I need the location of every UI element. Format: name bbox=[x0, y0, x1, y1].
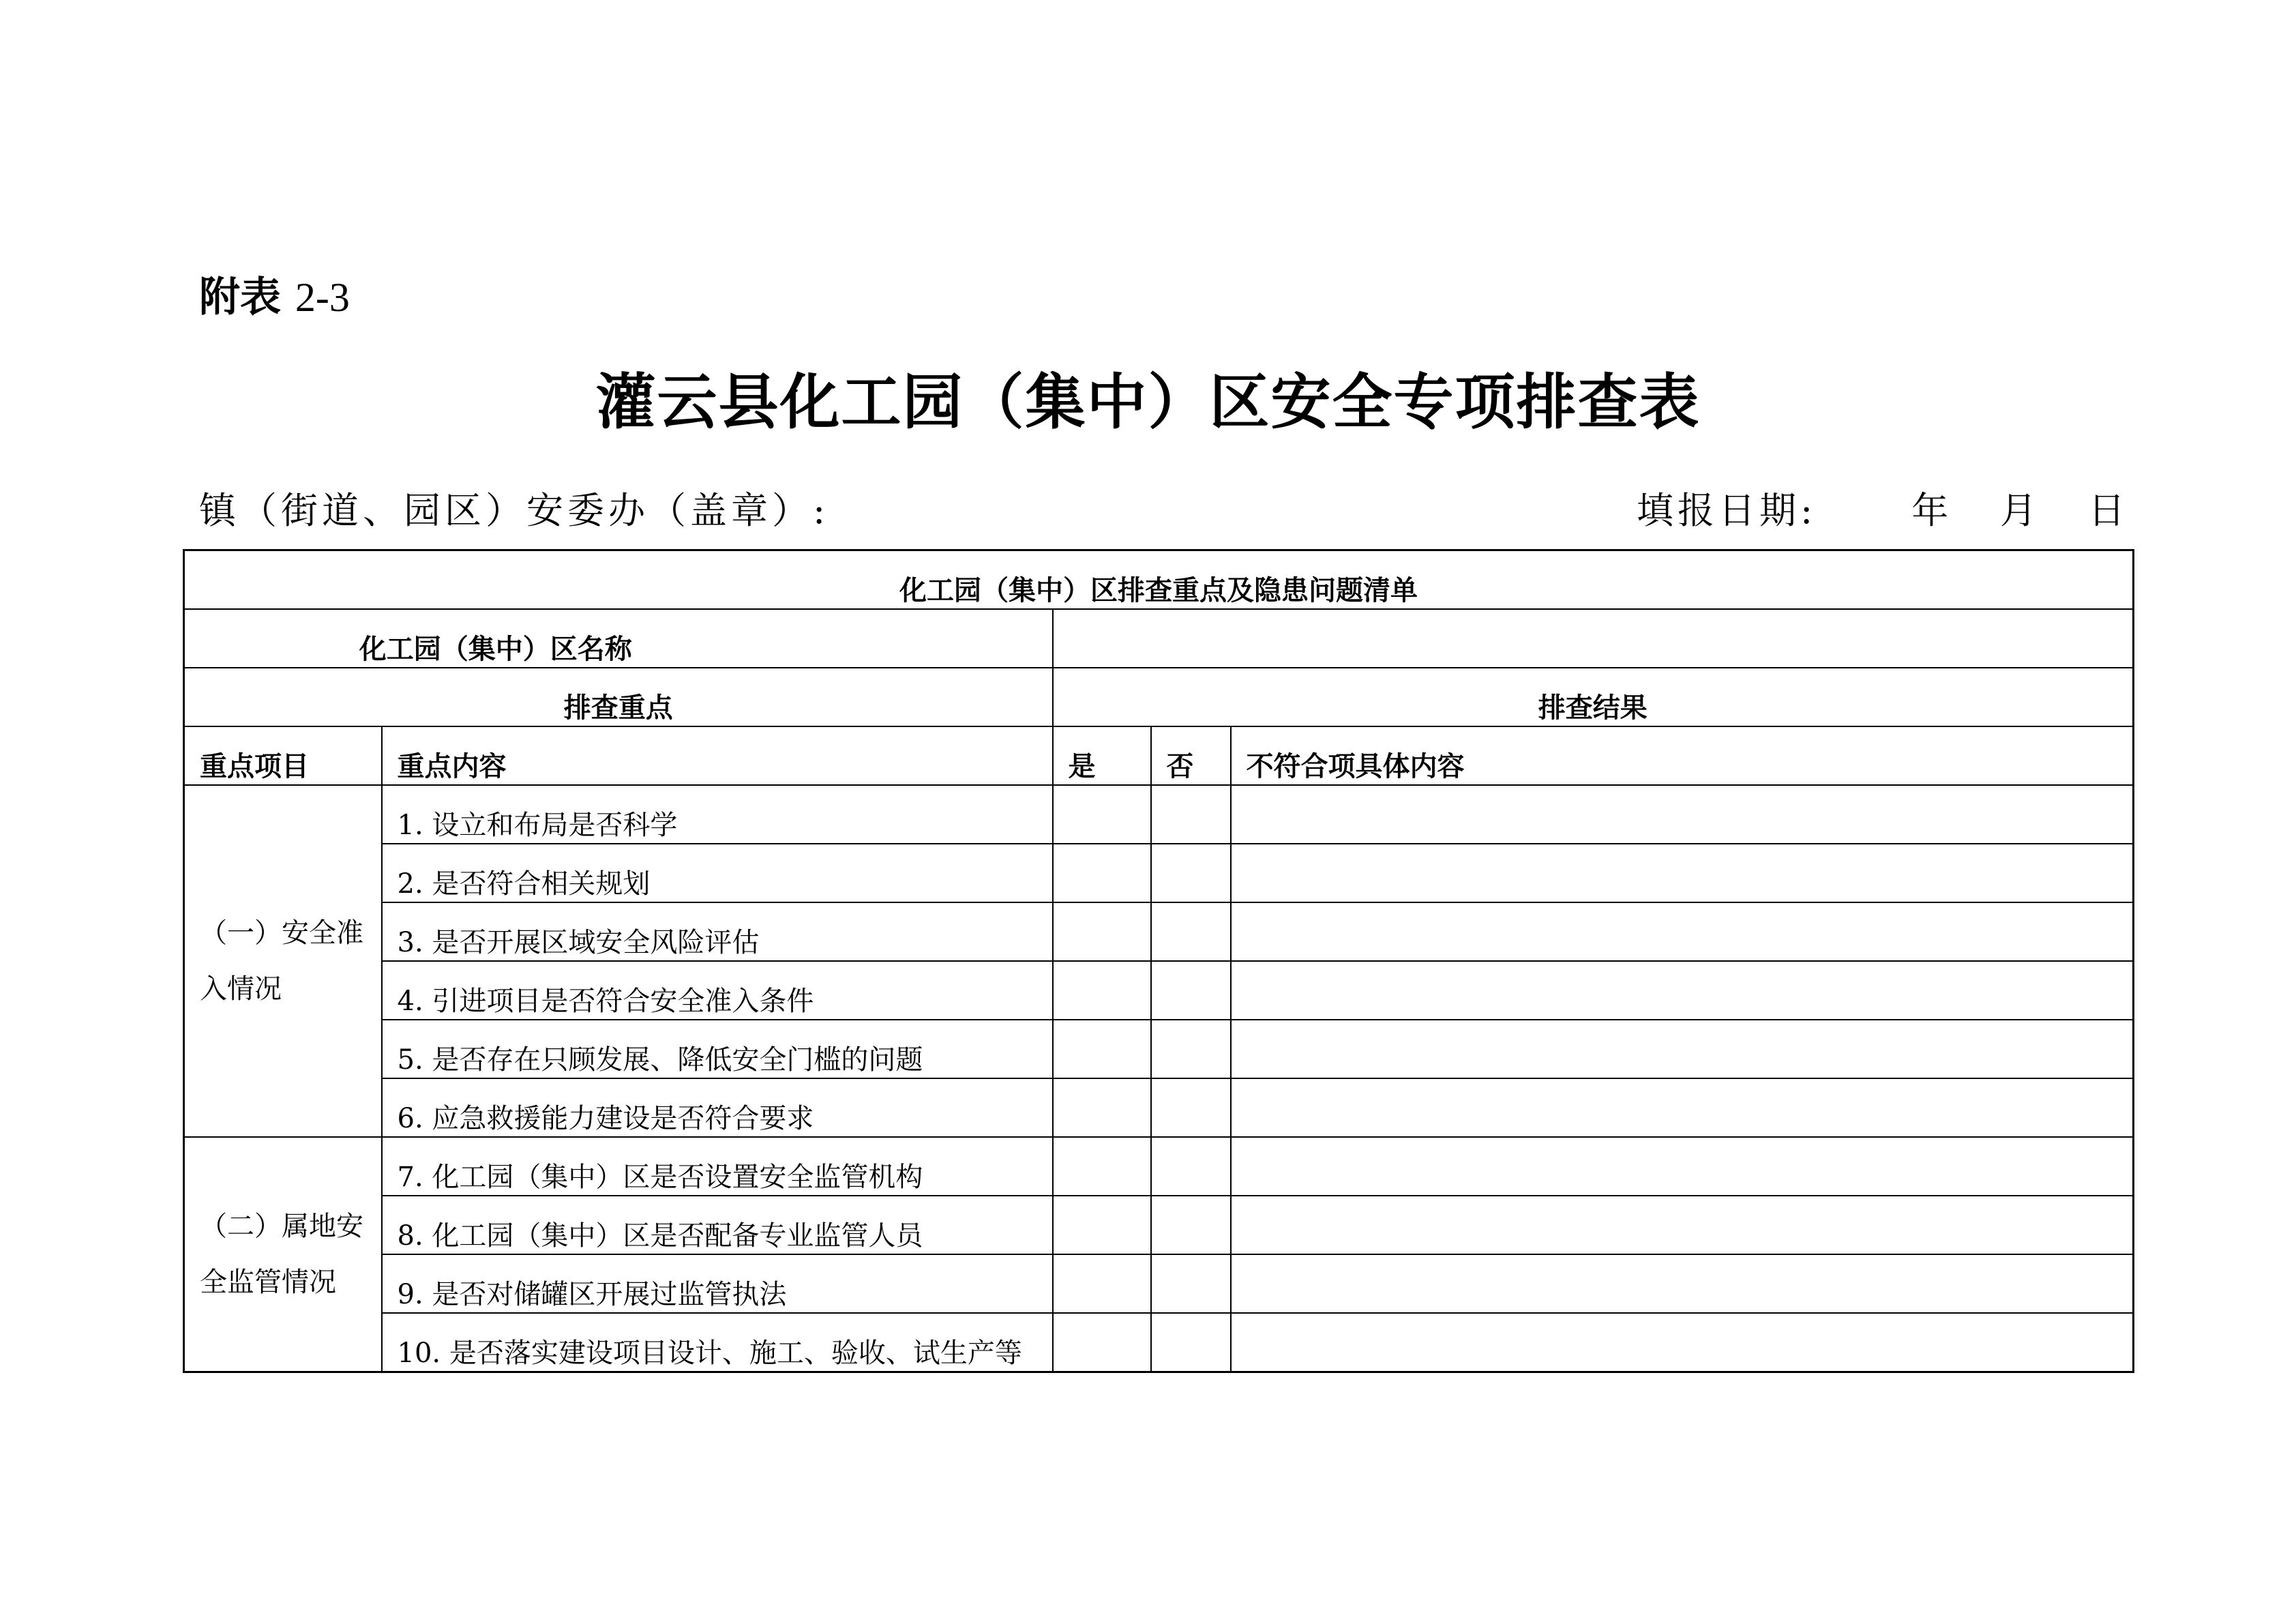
yes-cell[interactable] bbox=[1053, 1078, 1151, 1137]
table-row bbox=[184, 1196, 2134, 1254]
date-year: 年 bbox=[1911, 489, 1953, 532]
park-name-label-text: 化工园（集中）区名称 bbox=[359, 633, 632, 665]
nonconformity-cell[interactable] bbox=[1231, 844, 2134, 902]
yes-cell[interactable] bbox=[1053, 785, 1151, 844]
item-content: 5. 是否存在只顾发展、降低安全门槛的问题 bbox=[382, 1020, 1053, 1078]
yes-cell[interactable] bbox=[1053, 1020, 1151, 1078]
table-row bbox=[184, 1137, 2134, 1196]
no-cell[interactable] bbox=[1151, 1137, 1231, 1196]
nonconformity-cell[interactable] bbox=[1231, 1313, 2134, 1372]
date-month: 月 bbox=[1999, 489, 2041, 532]
category-cell: （一）安全准入情况 bbox=[184, 785, 382, 1137]
item-content: 9. 是否对储罐区开展过监管执法 bbox=[382, 1254, 1053, 1313]
item-content: 4. 引进项目是否符合安全准入条件 bbox=[382, 961, 1053, 1020]
table-row bbox=[184, 1020, 2134, 1078]
no-cell[interactable] bbox=[1151, 1020, 1231, 1078]
document-title: 灌云县化工园（集中）区安全专项排查表 bbox=[595, 366, 1701, 437]
table-row bbox=[184, 961, 2134, 1020]
annex-text: 附表 bbox=[199, 274, 281, 321]
group-result: 排查结果 bbox=[1053, 668, 2134, 726]
item-content: 3. 是否开展区域安全风险评估 bbox=[382, 902, 1053, 961]
annex-number: 2-3 bbox=[295, 275, 350, 320]
category-cell: （二）属地安全监管情况 bbox=[184, 1137, 382, 1372]
nonconformity-cell[interactable] bbox=[1231, 1196, 2134, 1254]
header-category: 重点项目 bbox=[184, 726, 382, 785]
yes-cell[interactable] bbox=[1053, 1196, 1151, 1254]
no-cell[interactable] bbox=[1151, 1196, 1231, 1254]
no-cell[interactable] bbox=[1151, 1254, 1231, 1313]
header-nonconformity: 不符合项具体内容 bbox=[1231, 726, 2134, 785]
yes-cell[interactable] bbox=[1053, 1313, 1151, 1372]
yes-cell[interactable] bbox=[1053, 1137, 1151, 1196]
table-row bbox=[184, 1313, 2134, 1372]
yes-cell[interactable] bbox=[1053, 844, 1151, 902]
office-stamp-label: 镇（街道、园区）安委办（盖章）: bbox=[199, 489, 830, 532]
no-cell[interactable] bbox=[1151, 961, 1231, 1020]
annex-label bbox=[199, 265, 350, 323]
park-name-field[interactable] bbox=[1053, 609, 2134, 668]
yes-cell[interactable] bbox=[1053, 961, 1151, 1020]
item-content: 8. 化工园（集中）区是否配备专业监管人员 bbox=[382, 1196, 1053, 1254]
park-name-label bbox=[184, 609, 1053, 668]
header-no: 否 bbox=[1151, 726, 1231, 785]
header-yes: 是 bbox=[1053, 726, 1151, 785]
table-row bbox=[184, 1254, 2134, 1313]
table-caption: 化工园（集中）区排查重点及隐患问题清单 bbox=[184, 550, 2134, 610]
nonconformity-cell[interactable] bbox=[1231, 1254, 2134, 1313]
nonconformity-cell[interactable] bbox=[1231, 961, 2134, 1020]
item-content: 6. 应急救援能力建设是否符合要求 bbox=[382, 1078, 1053, 1137]
park-name-row bbox=[184, 609, 2134, 668]
caption-row bbox=[184, 550, 2134, 610]
table-row bbox=[184, 844, 2134, 902]
no-cell[interactable] bbox=[1151, 844, 1231, 902]
nonconformity-cell[interactable] bbox=[1231, 1020, 2134, 1078]
nonconformity-cell[interactable] bbox=[1231, 902, 2134, 961]
date-label: 填报日期: bbox=[1637, 489, 1817, 532]
yes-cell[interactable] bbox=[1053, 1254, 1151, 1313]
no-cell[interactable] bbox=[1151, 1313, 1231, 1372]
nonconformity-cell[interactable] bbox=[1231, 785, 2134, 844]
column-header-row bbox=[184, 726, 2134, 785]
inspection-table bbox=[183, 549, 2134, 1373]
no-cell[interactable] bbox=[1151, 785, 1231, 844]
nonconformity-cell[interactable] bbox=[1231, 1137, 2134, 1196]
table-row bbox=[184, 785, 2134, 844]
item-content: 7. 化工园（集中）区是否设置安全监管机构 bbox=[382, 1137, 1053, 1196]
fill-date bbox=[1637, 482, 2129, 534]
no-cell[interactable] bbox=[1151, 902, 1231, 961]
no-cell[interactable] bbox=[1151, 1078, 1231, 1137]
header-content: 重点内容 bbox=[382, 726, 1053, 785]
group-focus: 排查重点 bbox=[184, 668, 1053, 726]
date-day: 日 bbox=[2088, 489, 2130, 532]
item-content: 1. 设立和布局是否科学 bbox=[382, 785, 1053, 844]
table-row bbox=[184, 902, 2134, 961]
item-content: 2. 是否符合相关规划 bbox=[382, 844, 1053, 902]
group-header-row bbox=[184, 668, 2134, 726]
table-row bbox=[184, 1078, 2134, 1137]
item-content: 10. 是否落实建设项目设计、施工、验收、试生产等 bbox=[382, 1313, 1053, 1372]
nonconformity-cell[interactable] bbox=[1231, 1078, 2134, 1137]
yes-cell[interactable] bbox=[1053, 902, 1151, 961]
